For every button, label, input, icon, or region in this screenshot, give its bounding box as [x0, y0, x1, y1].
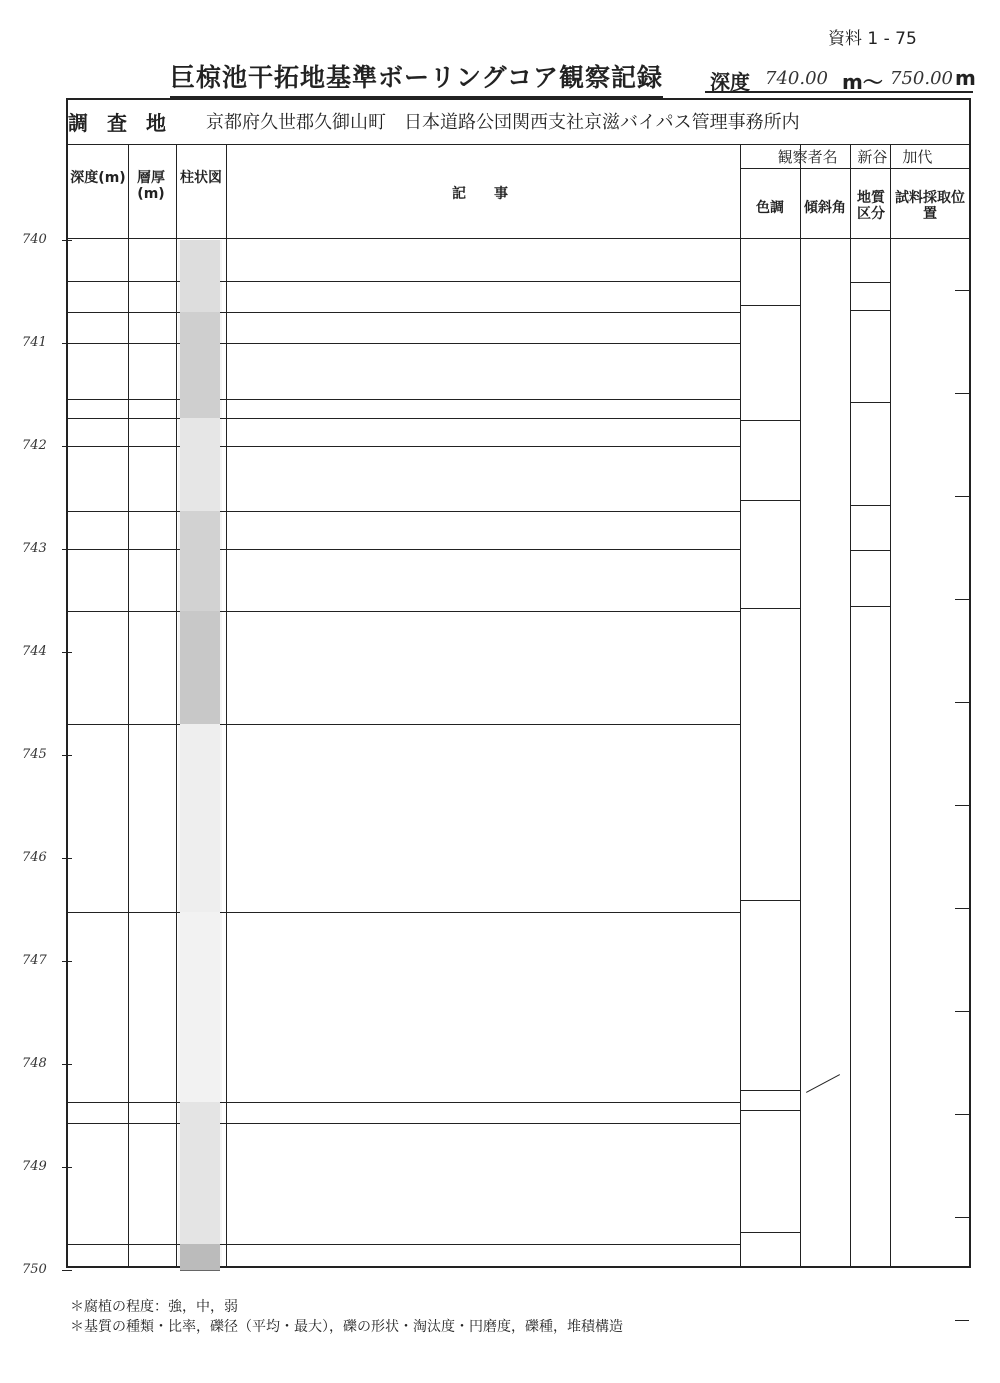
depth-tick-label: 747 — [22, 953, 47, 968]
header-column: 柱状図 — [180, 170, 222, 186]
grid-line — [740, 168, 971, 169]
sample-tick — [955, 290, 969, 291]
geology-divider — [850, 606, 890, 607]
depth-unit: m — [955, 66, 976, 90]
site-value: 京都府久世郡久御山町 日本道路公団関西支社京滋バイパス管理事務所内 — [206, 112, 800, 133]
layer-boundary — [226, 1244, 740, 1245]
geology-divider — [850, 550, 890, 551]
grid-line — [66, 144, 971, 145]
layer-boundary — [226, 724, 740, 725]
geology-divider — [850, 282, 890, 283]
depth-tick-label: 743 — [22, 541, 47, 556]
depth-tick — [62, 652, 72, 653]
sample-tick — [955, 1217, 969, 1218]
header-geology: 地質区分 — [857, 190, 885, 222]
color-divider — [740, 608, 800, 609]
site-label: 調 査 地 — [68, 110, 172, 135]
depth-tick — [62, 240, 72, 241]
sample-tick — [955, 1114, 969, 1115]
color-divider — [740, 305, 800, 306]
core-segment — [180, 418, 220, 512]
observer-name: 新谷 加代 — [857, 148, 933, 166]
header-sample: 試料採取位置 — [895, 190, 965, 222]
page-title: 巨椋池干拓地基準ボーリングコア観察記録 — [170, 58, 663, 98]
layer-boundary — [226, 549, 740, 550]
core-segment — [180, 511, 220, 612]
geology-divider — [850, 402, 890, 403]
depth-tick — [62, 961, 72, 962]
header-dip: 傾斜角 — [804, 200, 846, 216]
core-segment — [180, 611, 220, 725]
depth-separator: m〜 — [842, 70, 883, 94]
layer-boundary — [226, 1102, 740, 1103]
depth-from: 740.00 — [765, 68, 828, 89]
sample-tick — [955, 1320, 969, 1321]
core-segment — [180, 1244, 220, 1271]
header-color: 色調 — [756, 200, 784, 216]
depth-tick-label: 740 — [22, 232, 47, 247]
core-segment — [180, 312, 220, 419]
layer-boundary — [226, 1123, 740, 1124]
depth-tick-label: 745 — [22, 747, 47, 762]
observer-label: 観察者名 — [777, 148, 838, 166]
depth-tick — [62, 755, 72, 756]
depth-tick-label: 746 — [22, 850, 47, 865]
depth-underline — [705, 91, 973, 93]
grid-line — [850, 144, 851, 1268]
depth-tick-label: 750 — [22, 1262, 47, 1277]
depth-tick-label: 741 — [22, 335, 47, 350]
core-segment — [180, 240, 220, 313]
grid-line — [740, 144, 741, 1268]
sample-tick — [955, 599, 969, 600]
layer-boundary — [226, 511, 740, 512]
depth-tick-label: 748 — [22, 1056, 47, 1071]
color-divider — [740, 500, 800, 501]
color-divider — [740, 1090, 800, 1091]
header-remarks: 記 事 — [452, 186, 508, 202]
depth-tick-label: 742 — [22, 438, 47, 453]
footnote-matrix: ＊基質の種類・比率，礫径（平均・最大），礫の形状・淘汰度・円磨度，礫種，堆積構造 — [70, 1319, 623, 1335]
core-segment — [180, 724, 220, 912]
depth-tick — [62, 858, 72, 859]
sample-tick — [955, 702, 969, 703]
grid-line — [800, 144, 801, 1268]
sample-tick — [955, 1011, 969, 1012]
footnote-humus: ＊腐植の程度：強，中，弱 — [70, 1299, 238, 1315]
color-divider — [740, 900, 800, 901]
grid-line — [890, 144, 891, 1268]
sample-tick — [955, 496, 969, 497]
layer-boundary — [226, 446, 740, 447]
observer-row — [740, 146, 970, 168]
core-segment — [180, 912, 220, 1104]
layer-boundary — [226, 343, 740, 344]
depth-tick-label: 749 — [22, 1159, 47, 1174]
sample-tick — [955, 805, 969, 806]
header-depth: 深度(m) — [70, 170, 126, 186]
grid-line — [66, 238, 971, 239]
sample-tick — [955, 908, 969, 909]
color-divider — [740, 1110, 800, 1111]
layer-boundary — [226, 912, 740, 913]
core-segment — [180, 1102, 220, 1245]
sample-tick — [955, 393, 969, 394]
layer-boundary — [226, 312, 740, 313]
layer-boundary — [226, 611, 740, 612]
depth-tick — [62, 1270, 72, 1271]
header-thickness: 層厚(m) — [137, 170, 165, 202]
layer-boundary — [226, 281, 740, 282]
depth-tick-label: 744 — [22, 644, 47, 659]
depth-tick — [62, 1167, 72, 1168]
geology-divider — [850, 505, 890, 506]
geology-divider — [850, 310, 890, 311]
depth-tick — [62, 1064, 72, 1065]
depth-range-label: 深度 — [710, 70, 750, 94]
document-reference: 資料 1 - 75 — [828, 29, 917, 49]
layer-boundary — [226, 418, 740, 419]
layer-boundary — [226, 399, 740, 400]
color-divider — [740, 1232, 800, 1233]
depth-to: 750.00 — [890, 68, 953, 89]
color-divider — [740, 420, 800, 421]
